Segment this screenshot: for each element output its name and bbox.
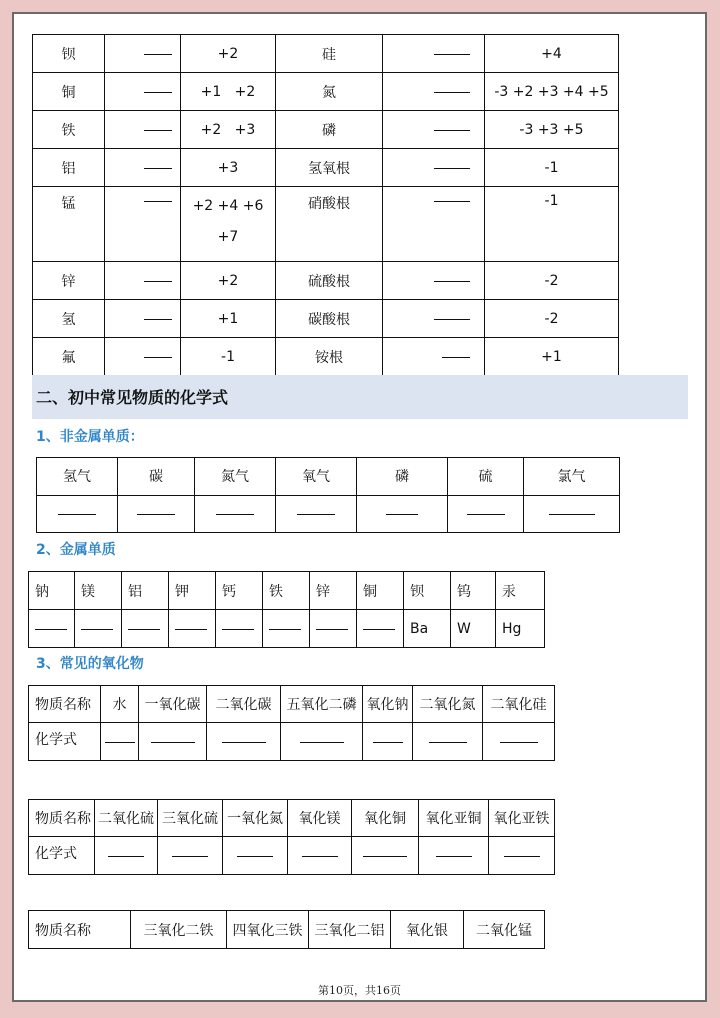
formula-blank[interactable] (105, 262, 181, 300)
metal-formula: Hg (496, 610, 545, 648)
answer-blank[interactable] (302, 855, 338, 857)
answer-blank[interactable] (144, 200, 172, 202)
oxide-name: 三氧化硫 (158, 800, 223, 837)
answer-blank[interactable] (237, 855, 273, 857)
oxide-name: 二氧化硫 (95, 800, 158, 837)
oxide-name: 二氧化氮 (413, 686, 483, 723)
answer-blank[interactable] (386, 513, 418, 515)
nonmetal-name: 磷 (357, 458, 448, 496)
answer-blank[interactable] (500, 741, 538, 743)
formula-blank[interactable] (263, 610, 310, 648)
formula-blank[interactable] (383, 73, 485, 111)
valence-value: -3 +2 +3 +4 +5 (485, 73, 619, 111)
oxide-name: 三氧化二铝 (309, 911, 391, 949)
oxide-table-2 (28, 799, 555, 875)
answer-blank[interactable] (434, 53, 470, 55)
answer-blank[interactable] (434, 280, 470, 282)
valence-row (33, 35, 619, 73)
answer-blank[interactable] (144, 318, 172, 320)
valence-text: +3 (217, 159, 239, 176)
valence-value (181, 187, 276, 262)
metal-formula: Ba (404, 610, 451, 648)
metal-name: 锌 (310, 572, 357, 610)
answer-blank[interactable] (128, 628, 160, 630)
formula-blank[interactable] (310, 610, 357, 648)
oxide-name: 氧化镁 (288, 800, 352, 837)
nonmetal-table (36, 457, 620, 533)
answer-blank[interactable] (269, 628, 301, 630)
valence-text: +2 (217, 45, 239, 62)
element-name: 氢氧根 (276, 149, 383, 187)
nonmetal-name: 氮气 (195, 458, 276, 496)
valence-value (181, 262, 276, 300)
element-name: 氢 (33, 300, 105, 338)
answer-blank[interactable] (108, 855, 144, 857)
element-name: 铝 (33, 149, 105, 187)
formula-blank[interactable] (169, 610, 216, 648)
section-2-title: 二、初中常见物质的化学式 (36, 388, 229, 407)
oxide-name: 氧化亚铜 (419, 800, 489, 837)
valence-text: +2 +3 (200, 121, 256, 138)
answer-blank[interactable] (434, 167, 470, 169)
answer-blank[interactable] (58, 513, 96, 515)
answer-blank[interactable] (144, 167, 172, 169)
metal-name: 钾 (169, 572, 216, 610)
oxide-name: 氧化银 (391, 911, 464, 949)
valence-value (181, 111, 276, 149)
valence-value (181, 338, 276, 376)
valence-value: +4 (485, 35, 619, 73)
valence-table (32, 34, 619, 376)
oxide-name: 一氧化碳 (139, 686, 207, 723)
metal-name: 钙 (216, 572, 263, 610)
formula-blank[interactable] (105, 73, 181, 111)
formula-blank[interactable] (448, 496, 524, 533)
answer-blank[interactable] (81, 628, 113, 630)
element-name: 锌 (33, 262, 105, 300)
answer-blank[interactable] (35, 628, 67, 630)
valence-text: +2 (217, 272, 239, 289)
valence-row (33, 111, 619, 149)
element-name: 铁 (33, 111, 105, 149)
valence-row (33, 300, 619, 338)
metal-table (28, 571, 545, 648)
formula-blank[interactable] (383, 338, 485, 376)
answer-blank[interactable] (467, 513, 505, 515)
metal-name: 钠 (29, 572, 75, 610)
answer-blank[interactable] (300, 741, 344, 743)
metal-name: 铁 (263, 572, 310, 610)
valence-row (33, 187, 619, 262)
answer-blank[interactable] (175, 628, 207, 630)
valence-text: +7 (217, 229, 239, 245)
valence-text: +1 (217, 310, 239, 327)
formula-blank[interactable] (122, 610, 169, 648)
valence-value (181, 73, 276, 111)
metal-name: 钨 (451, 572, 496, 610)
element-name: 碳酸根 (276, 300, 383, 338)
metal-name: 铜 (357, 572, 404, 610)
formula-blank[interactable] (105, 338, 181, 376)
oxide-name: 水 (101, 686, 139, 723)
formula-blank[interactable] (363, 723, 413, 761)
element-name: 铜 (33, 73, 105, 111)
element-name: 氟 (33, 338, 105, 376)
answer-blank[interactable] (442, 356, 470, 358)
formula-blank[interactable] (357, 610, 404, 648)
nonmetal-name: 氧气 (276, 458, 357, 496)
element-name: 硫酸根 (276, 262, 383, 300)
formula-blank[interactable] (352, 837, 419, 875)
metal-name: 镁 (75, 572, 122, 610)
row-label: 物质名称 (29, 800, 95, 837)
oxide-name: 一氧化氮 (223, 800, 288, 837)
nonmetal-name: 碳 (118, 458, 195, 496)
answer-blank[interactable] (105, 741, 135, 743)
element-name: 钡 (33, 35, 105, 73)
oxide-table-3 (28, 910, 545, 949)
formula-blank[interactable] (383, 35, 485, 73)
formula-blank[interactable] (105, 35, 181, 73)
formula-blank[interactable] (105, 300, 181, 338)
metal-name: 汞 (496, 572, 545, 610)
answer-blank[interactable] (363, 628, 395, 630)
answer-blank[interactable] (434, 91, 470, 93)
formula-blank[interactable] (118, 496, 195, 533)
formula-blank[interactable] (357, 496, 448, 533)
element-name: 锰 (33, 187, 105, 262)
metal-name: 钡 (404, 572, 451, 610)
row-label: 化学式 (29, 723, 101, 761)
formula-blank[interactable] (223, 837, 288, 875)
answer-blank[interactable] (144, 129, 172, 131)
oxide-name: 氧化铜 (352, 800, 419, 837)
formula-blank[interactable] (383, 300, 485, 338)
answer-blank[interactable] (434, 318, 470, 320)
formula-blank[interactable] (483, 723, 555, 761)
formula-blank[interactable] (158, 837, 223, 875)
answer-blank[interactable] (151, 741, 195, 743)
valence-value: -2 (485, 300, 619, 338)
valence-text: +1 +2 (200, 83, 256, 100)
formula-blank[interactable] (413, 723, 483, 761)
answer-blank[interactable] (144, 91, 172, 93)
formula-blank[interactable] (489, 837, 555, 875)
valence-row (33, 149, 619, 187)
page-footer: 第10页，共16页 (318, 984, 401, 997)
answer-blank[interactable] (434, 129, 470, 131)
formula-blank[interactable] (105, 149, 181, 187)
nonmetal-name: 硫 (448, 458, 524, 496)
oxide-subtitle: 3、常见的氧化物 (36, 656, 144, 672)
document-page (12, 12, 707, 1002)
valence-value: +1 (485, 338, 619, 376)
valence-row (33, 73, 619, 111)
formula-blank[interactable] (281, 723, 363, 761)
answer-blank[interactable] (137, 513, 175, 515)
nonmetal-name: 氢气 (37, 458, 118, 496)
valence-value (181, 35, 276, 73)
formula-blank[interactable] (139, 723, 207, 761)
metal-name: 铝 (122, 572, 169, 610)
valence-value: -2 (485, 262, 619, 300)
formula-blank[interactable] (75, 610, 122, 648)
formula-blank[interactable] (216, 610, 263, 648)
valence-value: -1 (485, 149, 619, 187)
formula-blank[interactable] (383, 187, 485, 262)
oxide-name: 氧化亚铁 (489, 800, 555, 837)
formula-blank[interactable] (105, 111, 181, 149)
section-2-header (32, 375, 688, 419)
answer-blank[interactable] (373, 741, 403, 743)
formula-blank[interactable] (195, 496, 276, 533)
oxide-table-1 (28, 685, 555, 761)
answer-blank[interactable] (436, 855, 472, 857)
oxide-name: 五氧化二磷 (281, 686, 363, 723)
oxide-name: 氧化钠 (363, 686, 413, 723)
formula-blank[interactable] (288, 837, 352, 875)
formula-blank[interactable] (383, 149, 485, 187)
answer-blank[interactable] (363, 855, 407, 857)
answer-blank[interactable] (297, 513, 335, 515)
answer-blank[interactable] (434, 200, 470, 202)
formula-blank[interactable] (29, 610, 75, 648)
valence-value (181, 300, 276, 338)
nonmetal-subtitle: 1、非金属单质： (36, 429, 144, 445)
element-name: 氮 (276, 73, 383, 111)
formula-blank[interactable] (95, 837, 158, 875)
answer-blank[interactable] (216, 513, 254, 515)
nonmetal-name: 氯气 (524, 458, 620, 496)
answer-blank[interactable] (222, 741, 266, 743)
answer-blank[interactable] (316, 628, 348, 630)
answer-blank[interactable] (144, 356, 172, 358)
valence-value: -1 (485, 187, 619, 262)
formula-blank[interactable] (383, 111, 485, 149)
answer-blank[interactable] (144, 53, 172, 55)
row-label: 化学式 (29, 837, 95, 875)
oxide-name: 二氧化碳 (207, 686, 281, 723)
answer-blank[interactable] (549, 513, 595, 515)
oxide-name: 二氧化硅 (483, 686, 555, 723)
answer-blank[interactable] (504, 855, 540, 857)
formula-blank[interactable] (207, 723, 281, 761)
element-name: 磷 (276, 111, 383, 149)
element-name: 铵根 (276, 338, 383, 376)
formula-blank[interactable] (419, 837, 489, 875)
metal-formula: W (451, 610, 496, 648)
answer-blank[interactable] (172, 855, 208, 857)
formula-blank[interactable] (276, 496, 357, 533)
row-label: 物质名称 (29, 911, 131, 949)
element-name: 硅 (276, 35, 383, 73)
formula-blank[interactable] (524, 496, 620, 533)
formula-blank[interactable] (101, 723, 139, 761)
answer-blank[interactable] (222, 628, 254, 630)
formula-blank[interactable] (383, 262, 485, 300)
row-label: 物质名称 (29, 686, 101, 723)
formula-blank[interactable] (105, 187, 181, 262)
oxide-name: 二氧化锰 (464, 911, 545, 949)
oxide-name: 三氧化二铁 (131, 911, 227, 949)
valence-value (181, 149, 276, 187)
metal-subtitle: 2、金属单质 (36, 542, 116, 558)
valence-text: +2 +4 +6 (192, 198, 264, 214)
formula-blank[interactable] (37, 496, 118, 533)
element-name: 硝酸根 (276, 187, 383, 262)
answer-blank[interactable] (144, 280, 172, 282)
valence-text: -1 (221, 348, 235, 365)
answer-blank[interactable] (429, 741, 467, 743)
valence-row (33, 262, 619, 300)
oxide-name: 四氧化三铁 (227, 911, 309, 949)
valence-row (33, 338, 619, 376)
valence-value: -3 +3 +5 (485, 111, 619, 149)
